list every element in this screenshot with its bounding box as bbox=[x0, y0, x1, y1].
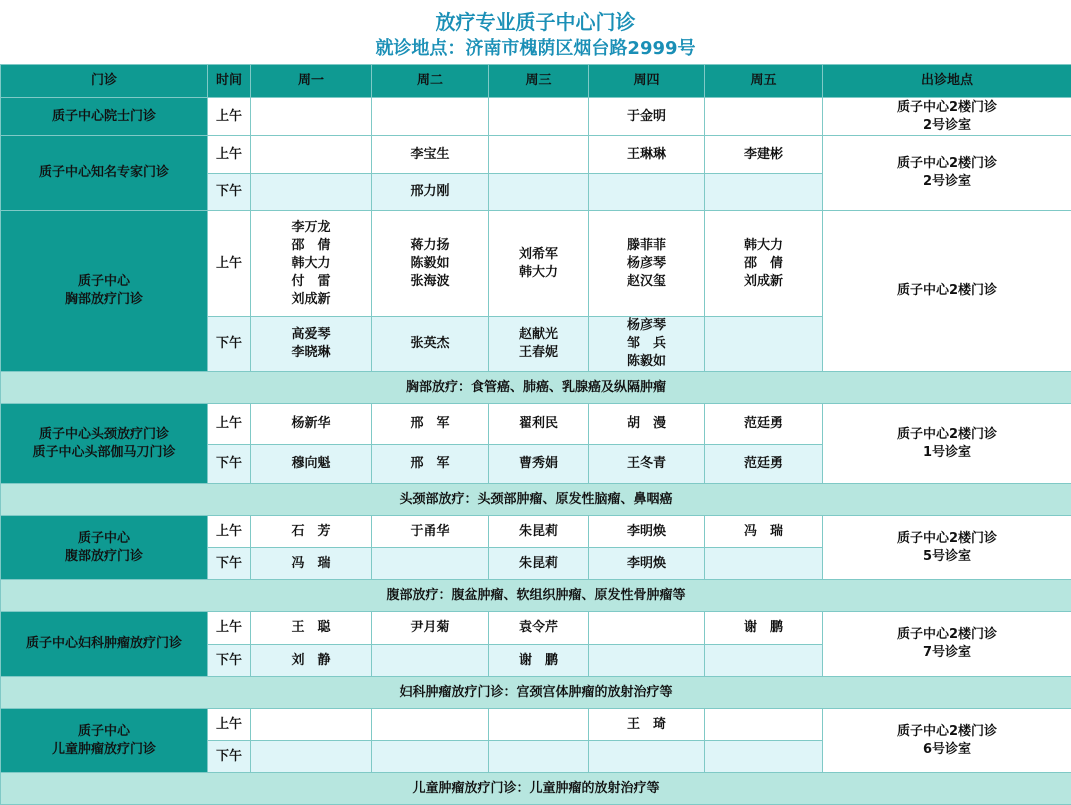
doctor-cell-mon-am bbox=[251, 709, 372, 741]
doctor-cell-wed-am bbox=[489, 516, 589, 548]
header-cell: 周五 bbox=[705, 65, 823, 98]
doctor-name: 于金明 bbox=[589, 108, 704, 126]
clinic-location bbox=[823, 98, 1071, 136]
location-line: 质子中心2楼门诊 bbox=[823, 99, 1071, 117]
location-line: 质子中心2楼门诊 bbox=[823, 426, 1071, 444]
doctor-cell-tue-pm bbox=[372, 741, 489, 773]
doctor-name: 范廷勇 bbox=[705, 455, 822, 473]
doctor-name: 杨新华 bbox=[251, 415, 371, 433]
header-cell: 周四 bbox=[589, 65, 705, 98]
doctor-name: 陈毅如 bbox=[589, 353, 704, 371]
clinic-name-line: 质子中心 bbox=[1, 273, 207, 291]
doctor-name: 高爱琴 bbox=[251, 326, 371, 344]
clinic-name-line: 质子中心头颈放疗门诊 bbox=[1, 426, 207, 444]
clinic-name-line: 儿童肿瘤放疗门诊 bbox=[1, 741, 207, 759]
clinic-name-line: 质子中心 bbox=[1, 723, 207, 741]
doctor-cell-thu-am bbox=[589, 98, 705, 136]
doctor-cell-tue-am bbox=[372, 98, 489, 136]
doctor-cell-thu-am bbox=[589, 211, 705, 317]
doctor-cell-wed-pm bbox=[489, 317, 589, 372]
time-label-pm: 下午 bbox=[208, 741, 251, 773]
clinic-name bbox=[1, 211, 208, 372]
clinic-location bbox=[823, 516, 1071, 580]
section-note: 胸部放疗：食管癌、肺癌、乳腺癌及纵隔肿瘤 bbox=[1, 372, 1071, 404]
doctor-cell-thu-am bbox=[589, 404, 705, 445]
table-row bbox=[1, 211, 1071, 317]
doctor-cell-fri-pm bbox=[705, 645, 823, 677]
clinic-name-line: 质子中心院士门诊 bbox=[1, 108, 207, 126]
clinic-name-line: 质子中心知名专家门诊 bbox=[1, 164, 207, 182]
doctor-cell-mon-pm bbox=[251, 317, 372, 372]
location-line: 6号诊室 bbox=[823, 741, 1071, 759]
section-note: 妇科肿瘤放疗门诊：宫颈宫体肿瘤的放射治疗等 bbox=[1, 677, 1071, 709]
clinic-location bbox=[823, 709, 1071, 773]
clinic-name-line: 腹部放疗门诊 bbox=[1, 548, 207, 566]
doctor-cell-fri-pm bbox=[705, 445, 823, 484]
doctor-name: 陈毅如 bbox=[372, 255, 488, 273]
doctor-cell-tue-pm bbox=[372, 645, 489, 677]
doctor-name: 朱昆莉 bbox=[489, 555, 588, 573]
doctor-cell-mon-am bbox=[251, 612, 372, 645]
time-label-pm: 下午 bbox=[208, 317, 251, 372]
table-row bbox=[1, 612, 1071, 645]
doctor-cell-thu-pm bbox=[589, 174, 705, 211]
doctor-cell-thu-pm bbox=[589, 445, 705, 484]
doctor-cell-fri-am bbox=[705, 136, 823, 174]
clinic-name-line: 质子中心 bbox=[1, 530, 207, 548]
doctor-cell-tue-am bbox=[372, 404, 489, 445]
doctor-name: 王冬青 bbox=[589, 455, 704, 473]
clinic-location bbox=[823, 211, 1071, 372]
time-label-pm: 下午 bbox=[208, 445, 251, 484]
location-line: 7号诊室 bbox=[823, 644, 1071, 662]
header-cell: 周一 bbox=[251, 65, 372, 98]
doctor-cell-fri-am bbox=[705, 98, 823, 136]
doctor-cell-tue-pm bbox=[372, 445, 489, 484]
doctor-cell-tue-am bbox=[372, 612, 489, 645]
doctor-cell-mon-pm bbox=[251, 645, 372, 677]
title-block bbox=[0, 0, 1071, 64]
doctor-cell-mon-pm bbox=[251, 548, 372, 580]
page-title: 放疗专业质子中心门诊 bbox=[0, 0, 1071, 34]
doctor-cell-wed-am bbox=[489, 612, 589, 645]
doctor-name: 赵汉玺 bbox=[589, 273, 704, 291]
doctor-cell-thu-pm bbox=[589, 317, 705, 372]
doctor-cell-mon-am bbox=[251, 211, 372, 317]
location-line: 2号诊室 bbox=[823, 117, 1071, 135]
doctor-cell-wed-am bbox=[489, 404, 589, 445]
doctor-cell-fri-am bbox=[705, 404, 823, 445]
doctor-cell-tue-pm bbox=[372, 174, 489, 211]
section-note-row bbox=[1, 372, 1071, 404]
location-line: 2号诊室 bbox=[823, 173, 1071, 191]
doctor-name: 刘成新 bbox=[705, 273, 822, 291]
doctor-cell-tue-am bbox=[372, 136, 489, 174]
doctor-name: 王 琦 bbox=[589, 716, 704, 734]
doctor-cell-wed-pm bbox=[489, 548, 589, 580]
header-cell: 门诊 bbox=[1, 65, 208, 98]
clinic-location bbox=[823, 612, 1071, 677]
doctor-name: 于甬华 bbox=[372, 523, 488, 541]
doctor-cell-fri-am bbox=[705, 211, 823, 317]
doctor-cell-fri-pm bbox=[705, 548, 823, 580]
header-cell: 周二 bbox=[372, 65, 489, 98]
table-row bbox=[1, 709, 1071, 741]
clinic-name bbox=[1, 98, 208, 136]
time-label-pm: 下午 bbox=[208, 174, 251, 211]
clinic-name bbox=[1, 612, 208, 677]
doctor-name: 蒋力扬 bbox=[372, 237, 488, 255]
clinic-name bbox=[1, 516, 208, 580]
doctor-cell-mon-pm bbox=[251, 174, 372, 211]
table-row bbox=[1, 98, 1071, 136]
table-row bbox=[1, 516, 1071, 548]
doctor-cell-tue-am bbox=[372, 709, 489, 741]
doctor-name: 翟利民 bbox=[489, 415, 588, 433]
clinic-name bbox=[1, 136, 208, 211]
doctor-cell-tue-pm bbox=[372, 317, 489, 372]
doctor-name: 邵 倩 bbox=[251, 237, 371, 255]
doctor-cell-thu-pm bbox=[589, 645, 705, 677]
time-label-pm: 下午 bbox=[208, 548, 251, 580]
schedule-table bbox=[0, 64, 1071, 805]
clinic-location bbox=[823, 136, 1071, 211]
doctor-cell-thu-am bbox=[589, 612, 705, 645]
doctor-name: 李晓琳 bbox=[251, 344, 371, 362]
doctor-name: 杨彦琴 bbox=[589, 255, 704, 273]
doctor-name: 刘成新 bbox=[251, 291, 371, 309]
location-line: 质子中心2楼门诊 bbox=[823, 723, 1071, 741]
header-row bbox=[1, 65, 1071, 98]
header-cell: 时间 bbox=[208, 65, 251, 98]
doctor-name: 谢 鹏 bbox=[705, 619, 822, 637]
doctor-name: 袁令芹 bbox=[489, 619, 588, 637]
doctor-name: 邵 倩 bbox=[705, 255, 822, 273]
section-note-row bbox=[1, 580, 1071, 612]
clinic-name bbox=[1, 709, 208, 773]
doctor-name: 胡 漫 bbox=[589, 415, 704, 433]
doctor-name: 石 芳 bbox=[251, 523, 371, 541]
doctor-name: 尹月菊 bbox=[372, 619, 488, 637]
clinic-location bbox=[823, 404, 1071, 484]
section-note: 腹部放疗：腹盆肿瘤、软组织肿瘤、原发性骨肿瘤等 bbox=[1, 580, 1071, 612]
time-label-am: 上午 bbox=[208, 136, 251, 174]
doctor-cell-fri-pm bbox=[705, 741, 823, 773]
location-line: 质子中心2楼门诊 bbox=[823, 626, 1071, 644]
doctor-cell-wed-am bbox=[489, 98, 589, 136]
doctor-cell-fri-pm bbox=[705, 174, 823, 211]
location-line: 质子中心2楼门诊 bbox=[823, 530, 1071, 548]
doctor-cell-tue-am bbox=[372, 211, 489, 317]
doctor-cell-thu-am bbox=[589, 136, 705, 174]
doctor-name: 王 聪 bbox=[251, 619, 371, 637]
doctor-cell-mon-am bbox=[251, 404, 372, 445]
doctor-name: 朱昆莉 bbox=[489, 523, 588, 541]
doctor-name: 韩大力 bbox=[251, 255, 371, 273]
location-line: 1号诊室 bbox=[823, 444, 1071, 462]
doctor-name: 邢 军 bbox=[372, 455, 488, 473]
doctor-name: 李宝生 bbox=[372, 146, 488, 164]
doctor-cell-mon-pm bbox=[251, 741, 372, 773]
clinic-name-line: 质子中心妇科肿瘤放疗门诊 bbox=[1, 635, 207, 653]
doctor-cell-wed-pm bbox=[489, 174, 589, 211]
doctor-name: 刘 静 bbox=[251, 652, 371, 670]
doctor-name: 李万龙 bbox=[251, 219, 371, 237]
time-label-am: 上午 bbox=[208, 709, 251, 741]
doctor-name: 李建彬 bbox=[705, 146, 822, 164]
location-line: 质子中心2楼门诊 bbox=[823, 155, 1071, 173]
doctor-name: 张海波 bbox=[372, 273, 488, 291]
doctor-name: 付 雷 bbox=[251, 273, 371, 291]
doctor-cell-fri-pm bbox=[705, 317, 823, 372]
doctor-name: 张英杰 bbox=[372, 335, 488, 353]
time-label-am: 上午 bbox=[208, 98, 251, 136]
doctor-name: 邢力刚 bbox=[372, 183, 488, 201]
doctor-name: 李明焕 bbox=[589, 523, 704, 541]
table-row bbox=[1, 136, 1071, 174]
section-note-row bbox=[1, 677, 1071, 709]
doctor-cell-tue-am bbox=[372, 516, 489, 548]
doctor-name: 韩大力 bbox=[705, 237, 822, 255]
doctor-cell-thu-am bbox=[589, 709, 705, 741]
doctor-name: 谢 鹏 bbox=[489, 652, 588, 670]
clinic-name bbox=[1, 404, 208, 484]
doctor-cell-thu-pm bbox=[589, 741, 705, 773]
section-note: 头颈部放疗：头颈部肿瘤、原发性脑瘤、鼻咽癌 bbox=[1, 484, 1071, 516]
doctor-name: 韩大力 bbox=[489, 264, 588, 282]
doctor-cell-mon-pm bbox=[251, 445, 372, 484]
doctor-name: 滕菲菲 bbox=[589, 237, 704, 255]
header-cell: 出诊地点 bbox=[823, 65, 1071, 98]
doctor-cell-wed-am bbox=[489, 211, 589, 317]
section-note-row bbox=[1, 773, 1071, 805]
doctor-name: 曹秀娟 bbox=[489, 455, 588, 473]
location-line: 5号诊室 bbox=[823, 548, 1071, 566]
section-note-row bbox=[1, 484, 1071, 516]
doctor-name: 刘希军 bbox=[489, 246, 588, 264]
table-row bbox=[1, 404, 1071, 445]
clinic-name-line: 胸部放疗门诊 bbox=[1, 291, 207, 309]
doctor-cell-thu-am bbox=[589, 516, 705, 548]
doctor-name: 穆向魁 bbox=[251, 455, 371, 473]
doctor-cell-mon-am bbox=[251, 98, 372, 136]
doctor-cell-fri-am bbox=[705, 612, 823, 645]
section-note: 儿童肿瘤放疗门诊：儿童肿瘤的放射治疗等 bbox=[1, 773, 1071, 805]
doctor-name: 赵献光 bbox=[489, 326, 588, 344]
doctor-cell-wed-pm bbox=[489, 741, 589, 773]
doctor-cell-fri-am bbox=[705, 709, 823, 741]
doctor-cell-wed-pm bbox=[489, 445, 589, 484]
time-label-am: 上午 bbox=[208, 516, 251, 548]
doctor-cell-mon-am bbox=[251, 516, 372, 548]
doctor-name: 杨彦琴 bbox=[589, 317, 704, 335]
doctor-name: 冯 瑞 bbox=[251, 555, 371, 573]
doctor-name: 邢 军 bbox=[372, 415, 488, 433]
doctor-name: 李明焕 bbox=[589, 555, 704, 573]
page-subtitle: 就诊地点：济南市槐荫区烟台路2999号 bbox=[0, 34, 1071, 61]
doctor-cell-thu-pm bbox=[589, 548, 705, 580]
doctor-name: 王春妮 bbox=[489, 344, 588, 362]
time-label-am: 上午 bbox=[208, 211, 251, 317]
doctor-cell-wed-am bbox=[489, 136, 589, 174]
doctor-cell-fri-am bbox=[705, 516, 823, 548]
time-label-am: 上午 bbox=[208, 404, 251, 445]
doctor-name: 冯 瑞 bbox=[705, 523, 822, 541]
doctor-cell-tue-pm bbox=[372, 548, 489, 580]
doctor-cell-mon-am bbox=[251, 136, 372, 174]
doctor-name: 王琳琳 bbox=[589, 146, 704, 164]
time-label-am: 上午 bbox=[208, 612, 251, 645]
doctor-name: 邹 兵 bbox=[589, 335, 704, 353]
doctor-name: 范廷勇 bbox=[705, 415, 822, 433]
doctor-cell-wed-am bbox=[489, 709, 589, 741]
time-label-pm: 下午 bbox=[208, 645, 251, 677]
clinic-name-line: 质子中心头部伽马刀门诊 bbox=[1, 444, 207, 462]
location-line: 质子中心2楼门诊 bbox=[823, 282, 1071, 300]
doctor-cell-wed-pm bbox=[489, 645, 589, 677]
header-cell: 周三 bbox=[489, 65, 589, 98]
